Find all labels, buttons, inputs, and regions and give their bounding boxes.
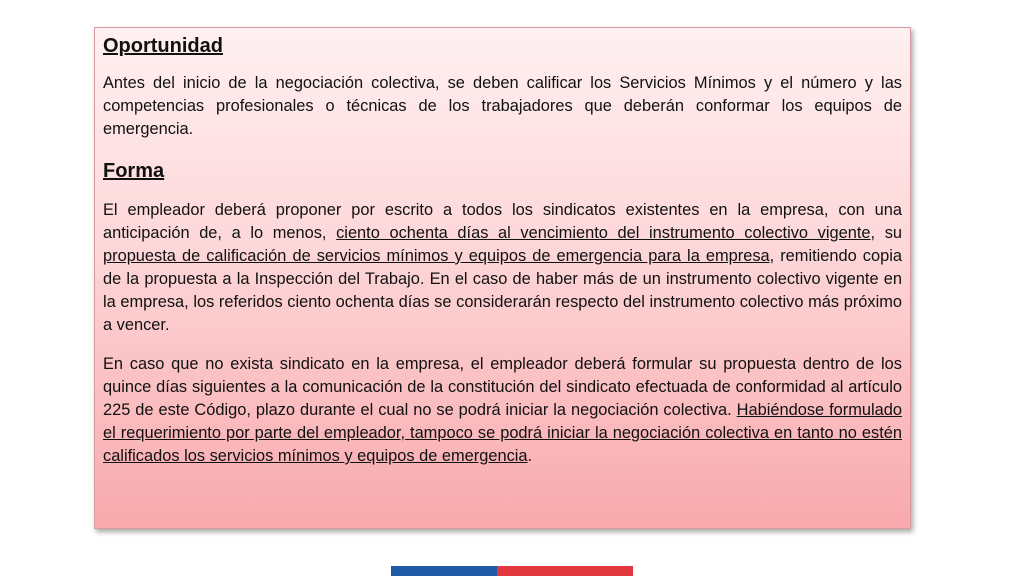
text-run: En caso que no exista sindicato en la empresa, el empleador deberá formular su propuesta dentro de los quince días siguientes a la comunicación de la constitución del sindicato efectuada de conformidad al artículo 225 de este Código, plazo durante el cual no se podrá iniciar la negociación colectiva. [103, 355, 902, 419]
content-box [94, 27, 911, 529]
underlined-text: Habiéndose formulado el requerimiento por parte del empleador, tampoco se podrá iniciar la negociación colectiva en tanto no estén calificados los servicios mínimos y equipos de emergencia [103, 401, 902, 465]
text-run: , remitiendo copia de la propuesta a la Inspección del Trabajo. En el caso de haber más de un instrumento colectivo vigente en la empresa, los referidos ciento ochenta días se considerarán respecto del instrumento colectivo más próximo a vencer. [103, 247, 902, 334]
footer-bar-red [497, 566, 633, 576]
heading-oportunidad: Oportunidad [103, 35, 223, 57]
underlined-text: propuesta de calificación de servicios mínimos y equipos de emergencia para la empresa [103, 247, 770, 265]
text-run: El empleador deberá proponer por escrito a todos los sindicatos existentes en la empresa, con una anticipación de, a lo menos, [103, 201, 902, 242]
footer-bar-blue [391, 566, 497, 576]
paragraph-oportunidad: Antes del inicio de la negociación colectiva, se deben calificar los Servicios Mínimos y el número y las competencias profesionales o técnicas de los trabajadores que deberán conformar los equipos de emergencia. [103, 74, 902, 138]
paragraph-forma-1 [103, 199, 902, 337]
paragraph-forma-2 [103, 353, 902, 468]
text-run: . [527, 447, 533, 465]
underlined-text: ciento ochenta días al vencimiento del instrumento colectivo vigente [336, 224, 871, 242]
text-run: , su [870, 224, 903, 242]
heading-forma: Forma [103, 160, 165, 182]
